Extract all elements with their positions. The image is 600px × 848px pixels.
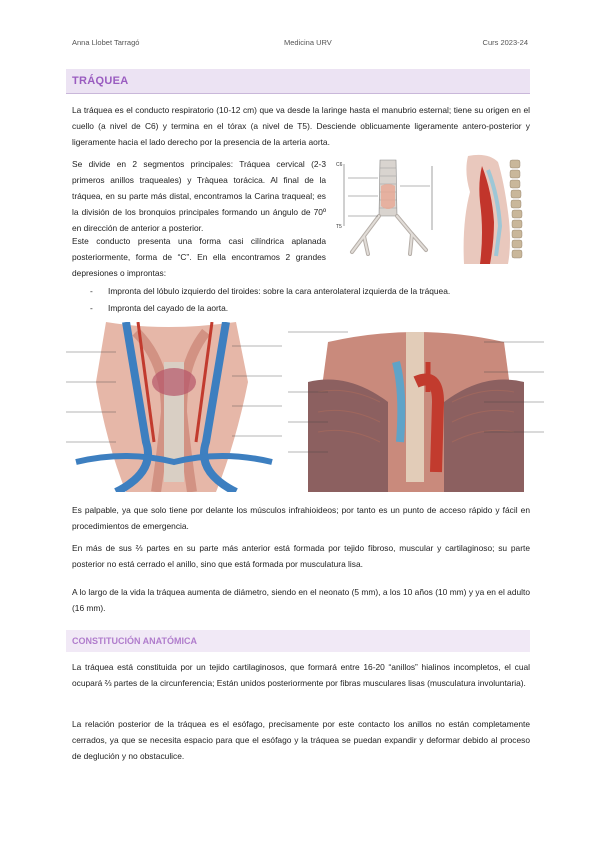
section-heading [66, 69, 530, 94]
neck-dissection-figure [66, 322, 282, 492]
header-course: Medicina URV [284, 38, 332, 47]
section-title: TRÁQUEA [72, 75, 129, 87]
paragraph-esophagus: La relación posterior de la tráquea es el esófago, precisamente por este contacto los anillos no están completamente cerrados, ya que se necesita espacio para que el esófago y la tráquea se puedan expandir y deformar debido al proceso de deglución y no obstaculice. [72, 719, 530, 761]
paragraph-shape: Este conducto presenta una forma casi cilíndrica aplanada posteriormente, forma de “C”. En ella encontramos 2 grandes depresiones o improntas: [72, 236, 326, 278]
paragraph-segments: Se divide en 2 segmentos principales: Tráquea cervical (2-3 primeros anillos traqueales) y Tràquea torácica. Al final de la tráquea, en su parte más distal, encontramos la Carina traqueal; es la división de los bronquios principales formando un ángulo de 70º en dirección de anterior a posterior. [72, 159, 326, 233]
paragraph-constitution: La tráquea está constituida por un tejido cartilaginosos, que formará entre 16-20 “anillos” hialinos incompletos, el cual ocupará ⅔ partes de la circunferencia; Están unidos posteriormente por fibras musculares lisas (musculatura involuntaria). [72, 662, 530, 688]
sagittal-figure [458, 152, 528, 264]
paragraph-composition: En más de sus ⅔ partes en su parte más anterior está formada por tejido fibroso, muscular y cartilaginoso; su parte posterior no está cerrado el anillo, sino que está formada por musculatura lisa. [72, 543, 530, 569]
paragraph-diameter: A lo largo de la vida la tráquea aumenta de diámetro, siendo en el neonato (5 mm), a los 10 años (10 mm) y ya en el adulto (16 mm). [72, 587, 530, 613]
list-item: - Impronta del lóbulo izquierdo del tiroides: sobre la cara anterolateral izquierda de la tráquea. [90, 283, 520, 300]
subsection-title: CONSTITUCIÓN ANATÓMICA [72, 636, 197, 646]
subsection-heading [66, 630, 530, 652]
trachea-bronchi-figure [334, 156, 442, 264]
paragraph-intro: La tráquea es el conducto respiratorio (10-12 cm) que va desde la laringe hasta el manubrio esternal; tiene su origen en el cuello (a nivel de C6) y termina en el tórax (a nivel de T5). Desciende oblicuamente ligeramente antero-posterior y ligeramente hacia el lado derecho por la presencia de la arteria aorta. [72, 105, 530, 147]
label-c6: C6 [336, 162, 343, 168]
list-item: - Impronta del cayado de la aorta. [90, 300, 520, 317]
page-header [72, 38, 528, 50]
header-author: Anna Llobet Tarragó [72, 38, 140, 47]
improntas-list [90, 283, 520, 317]
header-year: Curs 2023-24 [482, 38, 528, 47]
paragraph-palpable: Es palpable, ya que solo tiene por delante los músculos infrahioideos; por tanto es un punto de acceso rápido y fácil en procedimientos de emergencia. [72, 505, 530, 531]
mediastinum-figure [288, 322, 544, 492]
label-t5: T5 [336, 224, 342, 230]
